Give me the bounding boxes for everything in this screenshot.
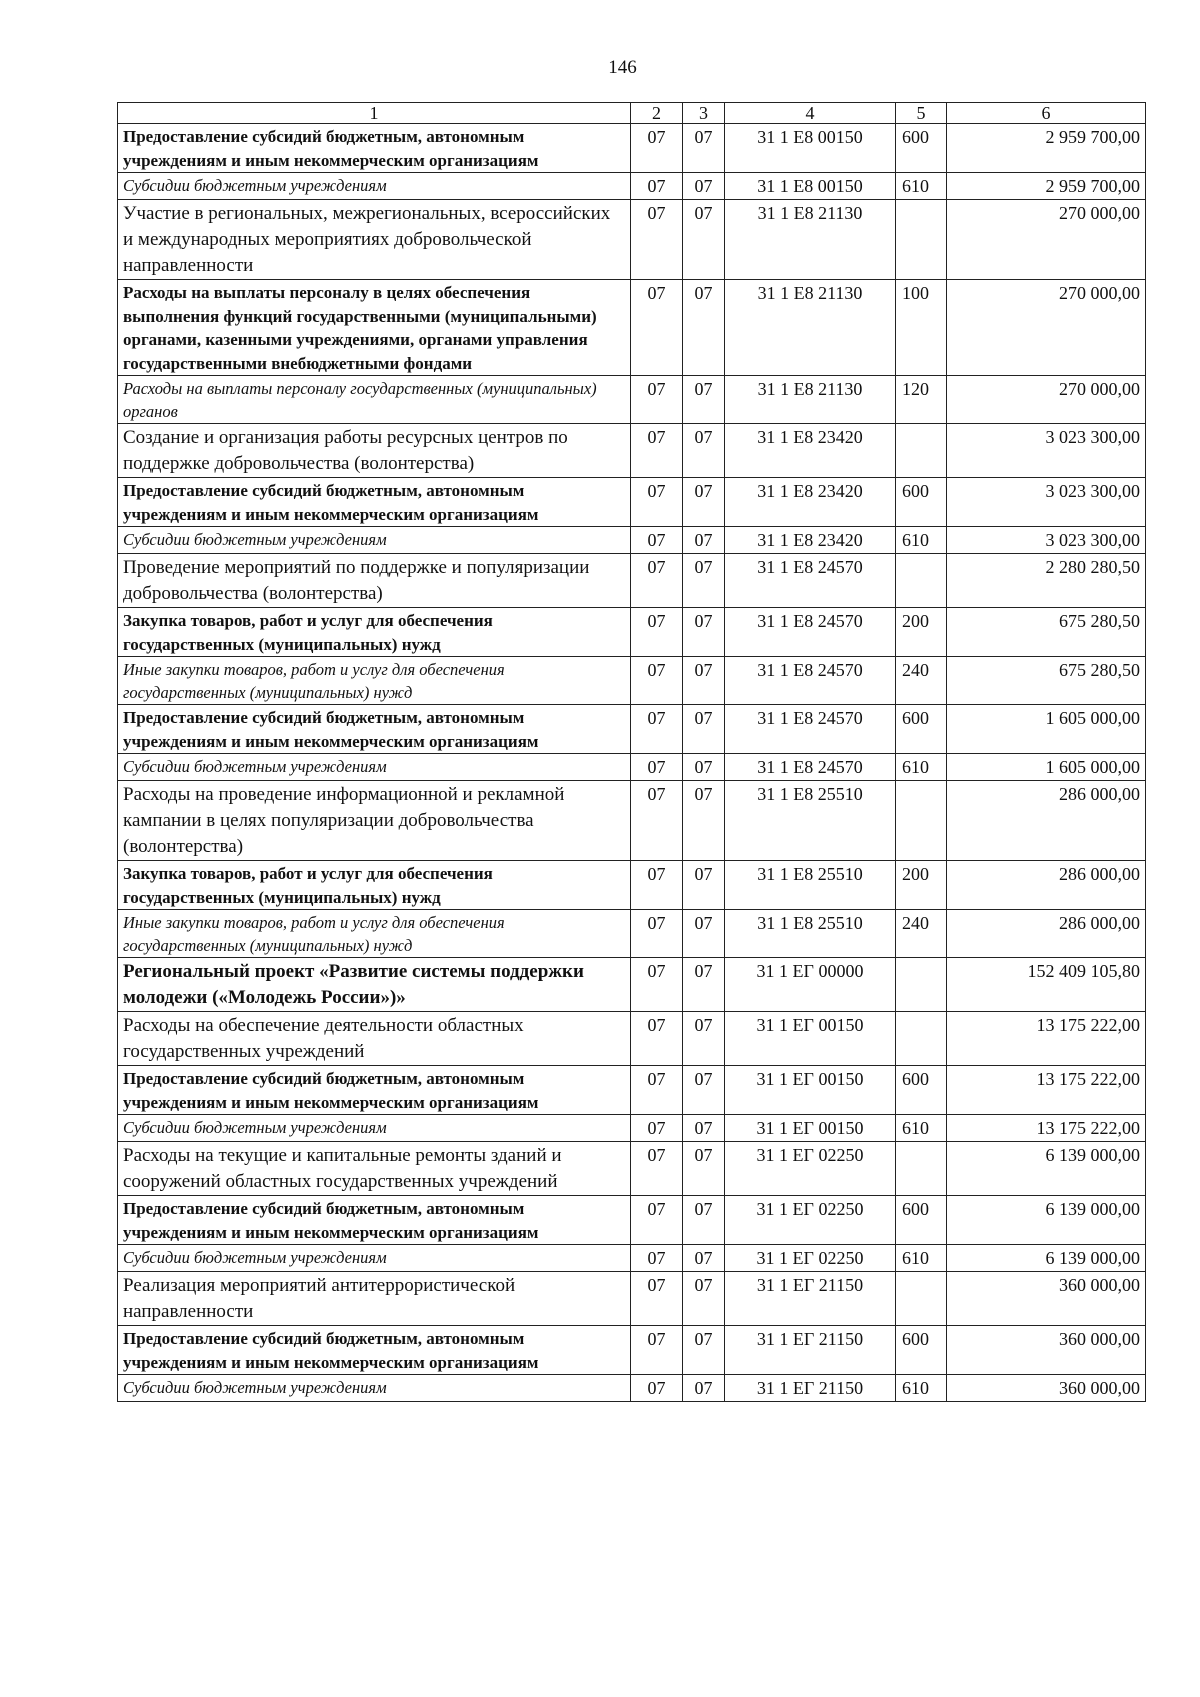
- target-item-code-cell: 31 1 Е8 25510: [725, 781, 896, 861]
- section-code-cell: 07: [631, 958, 683, 1012]
- header-row: [118, 103, 1146, 124]
- target-item-code-cell: 31 1 ЕГ 00150: [725, 1115, 896, 1142]
- section-code-cell: 07: [631, 1142, 683, 1196]
- subsection-code-cell: 07: [683, 754, 725, 781]
- item-name-cell: Расходы на выплаты персоналу в целях обеспечения выполнения функций государственными (муниципальными) органами, казенными учреждениями, органами управления государственными внебюджетными фондами: [118, 280, 631, 376]
- item-name-cell: Расходы на выплаты персоналу государственных (муниципальных) органов: [118, 376, 631, 424]
- amount-cell: 2 280 280,50: [947, 554, 1146, 608]
- section-code-cell: 07: [631, 705, 683, 754]
- item-name-cell: Предоставление субсидий бюджетным, автономным учреждениям и иным некоммерческим организациям: [118, 1326, 631, 1375]
- amount-cell: 270 000,00: [947, 200, 1146, 280]
- table-row: [118, 1196, 1146, 1245]
- table-row: [118, 608, 1146, 657]
- subsection-code-cell: 07: [683, 1115, 725, 1142]
- subsection-code-cell: 07: [683, 1326, 725, 1375]
- target-item-code-cell: 31 1 Е8 23420: [725, 478, 896, 527]
- target-item-code-cell: 31 1 ЕГ 02250: [725, 1245, 896, 1272]
- table-row: [118, 1142, 1146, 1196]
- expense-type-code-cell: [896, 958, 947, 1012]
- table-row: [118, 910, 1146, 958]
- subsection-code-cell: 07: [683, 1245, 725, 1272]
- section-code-cell: 07: [631, 657, 683, 705]
- subsection-code-cell: 07: [683, 1375, 725, 1402]
- amount-cell: 270 000,00: [947, 376, 1146, 424]
- section-code-cell: 07: [631, 1375, 683, 1402]
- amount-cell: 270 000,00: [947, 280, 1146, 376]
- subsection-code-cell: 07: [683, 1142, 725, 1196]
- table-row: [118, 376, 1146, 424]
- section-code-cell: 07: [631, 478, 683, 527]
- target-item-code-cell: 31 1 Е8 21130: [725, 376, 896, 424]
- table-row: [118, 173, 1146, 200]
- target-item-code-cell: 31 1 Е8 24570: [725, 554, 896, 608]
- item-name-cell: Создание и организация работы ресурсных центров по поддержке добровольчества (волонтерства): [118, 424, 631, 478]
- target-item-code-cell: 31 1 ЕГ 21150: [725, 1272, 896, 1326]
- amount-cell: 3 023 300,00: [947, 527, 1146, 554]
- table-row: [118, 657, 1146, 705]
- target-item-code-cell: 31 1 Е8 21130: [725, 200, 896, 280]
- subsection-code-cell: 07: [683, 376, 725, 424]
- expense-type-code-cell: [896, 1012, 947, 1066]
- expense-type-code-cell: 600: [896, 705, 947, 754]
- section-code-cell: 07: [631, 861, 683, 910]
- section-code-cell: 07: [631, 200, 683, 280]
- expense-type-code-cell: [896, 200, 947, 280]
- item-name-cell: Закупка товаров, работ и услуг для обеспечения государственных (муниципальных) нужд: [118, 608, 631, 657]
- section-code-cell: 07: [631, 173, 683, 200]
- table-row: [118, 1272, 1146, 1326]
- table-row: [118, 781, 1146, 861]
- subsection-code-cell: 07: [683, 958, 725, 1012]
- amount-cell: 360 000,00: [947, 1375, 1146, 1402]
- section-code-cell: 07: [631, 124, 683, 173]
- expense-type-code-cell: 200: [896, 608, 947, 657]
- table-row: [118, 478, 1146, 527]
- expense-type-code-cell: [896, 1142, 947, 1196]
- item-name-cell: Субсидии бюджетным учреждениям: [118, 1245, 631, 1272]
- subsection-code-cell: 07: [683, 200, 725, 280]
- subsection-code-cell: 07: [683, 280, 725, 376]
- target-item-code-cell: 31 1 ЕГ 21150: [725, 1375, 896, 1402]
- amount-cell: 360 000,00: [947, 1326, 1146, 1375]
- item-name-cell: Предоставление субсидий бюджетным, автономным учреждениям и иным некоммерческим организациям: [118, 1066, 631, 1115]
- amount-cell: 1 605 000,00: [947, 754, 1146, 781]
- section-code-cell: 07: [631, 1115, 683, 1142]
- section-code-cell: 07: [631, 1012, 683, 1066]
- section-code-cell: 07: [631, 280, 683, 376]
- section-code-cell: 07: [631, 527, 683, 554]
- item-name-cell: Субсидии бюджетным учреждениям: [118, 1375, 631, 1402]
- subsection-code-cell: 07: [683, 173, 725, 200]
- table-row: [118, 958, 1146, 1012]
- amount-cell: 3 023 300,00: [947, 478, 1146, 527]
- target-item-code-cell: 31 1 ЕГ 02250: [725, 1196, 896, 1245]
- expense-type-code-cell: [896, 1272, 947, 1326]
- subsection-code-cell: 07: [683, 554, 725, 608]
- target-item-code-cell: 31 1 ЕГ 21150: [725, 1326, 896, 1375]
- target-item-code-cell: 31 1 Е8 23420: [725, 527, 896, 554]
- target-item-code-cell: 31 1 ЕГ 00150: [725, 1066, 896, 1115]
- amount-cell: 6 139 000,00: [947, 1142, 1146, 1196]
- section-code-cell: 07: [631, 1326, 683, 1375]
- target-item-code-cell: 31 1 Е8 00150: [725, 124, 896, 173]
- expense-type-code-cell: 240: [896, 910, 947, 958]
- budget-table: [117, 102, 1146, 1402]
- amount-cell: 6 139 000,00: [947, 1196, 1146, 1245]
- section-code-cell: 07: [631, 376, 683, 424]
- header-cell-3: 3: [683, 103, 725, 124]
- table-row: [118, 424, 1146, 478]
- item-name-cell: Субсидии бюджетным учреждениям: [118, 527, 631, 554]
- expense-type-code-cell: 610: [896, 173, 947, 200]
- table-row: [118, 1012, 1146, 1066]
- target-item-code-cell: 31 1 Е8 24570: [725, 754, 896, 781]
- expense-type-code-cell: [896, 424, 947, 478]
- subsection-code-cell: 07: [683, 608, 725, 657]
- item-name-cell: Иные закупки товаров, работ и услуг для обеспечения государственных (муниципальных) нужд: [118, 910, 631, 958]
- subsection-code-cell: 07: [683, 657, 725, 705]
- header-cell-6: 6: [947, 103, 1146, 124]
- table-row: [118, 554, 1146, 608]
- target-item-code-cell: 31 1 Е8 25510: [725, 910, 896, 958]
- item-name-cell: Субсидии бюджетным учреждениям: [118, 1115, 631, 1142]
- subsection-code-cell: 07: [683, 527, 725, 554]
- subsection-code-cell: 07: [683, 781, 725, 861]
- table-row: [118, 280, 1146, 376]
- table-row: [118, 1066, 1146, 1115]
- header-cell-5: 5: [896, 103, 947, 124]
- amount-cell: 2 959 700,00: [947, 173, 1146, 200]
- item-name-cell: Предоставление субсидий бюджетным, автономным учреждениям и иным некоммерческим организациям: [118, 1196, 631, 1245]
- section-code-cell: 07: [631, 1066, 683, 1115]
- section-code-cell: 07: [631, 910, 683, 958]
- amount-cell: 286 000,00: [947, 781, 1146, 861]
- item-name-cell: Закупка товаров, работ и услуг для обеспечения государственных (муниципальных) нужд: [118, 861, 631, 910]
- amount-cell: 675 280,50: [947, 657, 1146, 705]
- section-code-cell: 07: [631, 1272, 683, 1326]
- item-name-cell: Иные закупки товаров, работ и услуг для обеспечения государственных (муниципальных) нужд: [118, 657, 631, 705]
- subsection-code-cell: 07: [683, 705, 725, 754]
- expense-type-code-cell: 600: [896, 478, 947, 527]
- amount-cell: 13 175 222,00: [947, 1066, 1146, 1115]
- table-row: [118, 705, 1146, 754]
- target-item-code-cell: 31 1 Е8 00150: [725, 173, 896, 200]
- section-code-cell: 07: [631, 781, 683, 861]
- table-row: [118, 754, 1146, 781]
- item-name-cell: Предоставление субсидий бюджетным, автономным учреждениям и иным некоммерческим организациям: [118, 124, 631, 173]
- target-item-code-cell: 31 1 ЕГ 00150: [725, 1012, 896, 1066]
- item-name-cell: Региональный проект «Развитие системы поддержки молодежи («Молодежь России»)»: [118, 958, 631, 1012]
- subsection-code-cell: 07: [683, 1012, 725, 1066]
- expense-type-code-cell: 610: [896, 754, 947, 781]
- amount-cell: 286 000,00: [947, 910, 1146, 958]
- amount-cell: 1 605 000,00: [947, 705, 1146, 754]
- section-code-cell: 07: [631, 608, 683, 657]
- item-name-cell: Предоставление субсидий бюджетным, автономным учреждениям и иным некоммерческим организациям: [118, 705, 631, 754]
- expense-type-code-cell: 610: [896, 1245, 947, 1272]
- subsection-code-cell: 07: [683, 1196, 725, 1245]
- section-code-cell: 07: [631, 554, 683, 608]
- item-name-cell: Предоставление субсидий бюджетным, автономным учреждениям и иным некоммерческим организациям: [118, 478, 631, 527]
- amount-cell: 360 000,00: [947, 1272, 1146, 1326]
- section-code-cell: 07: [631, 1245, 683, 1272]
- amount-cell: 2 959 700,00: [947, 124, 1146, 173]
- item-name-cell: Участие в региональных, межрегиональных, всероссийских и международных мероприятиях добровольческой направленности: [118, 200, 631, 280]
- item-name-cell: Расходы на текущие и капитальные ремонты зданий и сооружений областных государственных учреждений: [118, 1142, 631, 1196]
- amount-cell: 13 175 222,00: [947, 1012, 1146, 1066]
- target-item-code-cell: 31 1 Е8 24570: [725, 705, 896, 754]
- expense-type-code-cell: 600: [896, 1066, 947, 1115]
- amount-cell: 3 023 300,00: [947, 424, 1146, 478]
- item-name-cell: Субсидии бюджетным учреждениям: [118, 754, 631, 781]
- page-number: 146: [608, 57, 637, 78]
- expense-type-code-cell: 600: [896, 1196, 947, 1245]
- target-item-code-cell: 31 1 Е8 21130: [725, 280, 896, 376]
- subsection-code-cell: 07: [683, 861, 725, 910]
- expense-type-code-cell: 600: [896, 1326, 947, 1375]
- table-row: [118, 200, 1146, 280]
- target-item-code-cell: 31 1 Е8 25510: [725, 861, 896, 910]
- item-name-cell: Проведение мероприятий по поддержке и популяризации добровольчества (волонтерства): [118, 554, 631, 608]
- table-row: [118, 527, 1146, 554]
- header-cell-1: 1: [118, 103, 631, 124]
- subsection-code-cell: 07: [683, 424, 725, 478]
- expense-type-code-cell: 100: [896, 280, 947, 376]
- target-item-code-cell: 31 1 ЕГ 02250: [725, 1142, 896, 1196]
- header-cell-2: 2: [631, 103, 683, 124]
- amount-cell: 152 409 105,80: [947, 958, 1146, 1012]
- target-item-code-cell: 31 1 Е8 24570: [725, 608, 896, 657]
- expense-type-code-cell: 610: [896, 1115, 947, 1142]
- expense-type-code-cell: [896, 554, 947, 608]
- expense-type-code-cell: 610: [896, 1375, 947, 1402]
- section-code-cell: 07: [631, 754, 683, 781]
- table-row: [118, 124, 1146, 173]
- table-row: [118, 1326, 1146, 1375]
- expense-type-code-cell: 240: [896, 657, 947, 705]
- table-body: [118, 103, 1146, 1402]
- item-name-cell: Субсидии бюджетным учреждениям: [118, 173, 631, 200]
- section-code-cell: 07: [631, 424, 683, 478]
- subsection-code-cell: 07: [683, 1066, 725, 1115]
- expense-type-code-cell: 120: [896, 376, 947, 424]
- subsection-code-cell: 07: [683, 124, 725, 173]
- section-code-cell: 07: [631, 1196, 683, 1245]
- table-row: [118, 861, 1146, 910]
- expense-type-code-cell: 610: [896, 527, 947, 554]
- target-item-code-cell: 31 1 Е8 24570: [725, 657, 896, 705]
- expense-type-code-cell: 200: [896, 861, 947, 910]
- subsection-code-cell: 07: [683, 478, 725, 527]
- table-row: [118, 1245, 1146, 1272]
- subsection-code-cell: 07: [683, 910, 725, 958]
- amount-cell: 675 280,50: [947, 608, 1146, 657]
- item-name-cell: Расходы на проведение информационной и рекламной кампании в целях популяризации добровольчества (волонтерства): [118, 781, 631, 861]
- subsection-code-cell: 07: [683, 1272, 725, 1326]
- expense-type-code-cell: 600: [896, 124, 947, 173]
- amount-cell: 6 139 000,00: [947, 1245, 1146, 1272]
- item-name-cell: Расходы на обеспечение деятельности областных государственных учреждений: [118, 1012, 631, 1066]
- expense-type-code-cell: [896, 781, 947, 861]
- target-item-code-cell: 31 1 ЕГ 00000: [725, 958, 896, 1012]
- amount-cell: 13 175 222,00: [947, 1115, 1146, 1142]
- table-row: [118, 1115, 1146, 1142]
- target-item-code-cell: 31 1 Е8 23420: [725, 424, 896, 478]
- item-name-cell: Реализация мероприятий антитеррористической направленности: [118, 1272, 631, 1326]
- header-cell-4: 4: [725, 103, 896, 124]
- table-row: [118, 1375, 1146, 1402]
- amount-cell: 286 000,00: [947, 861, 1146, 910]
